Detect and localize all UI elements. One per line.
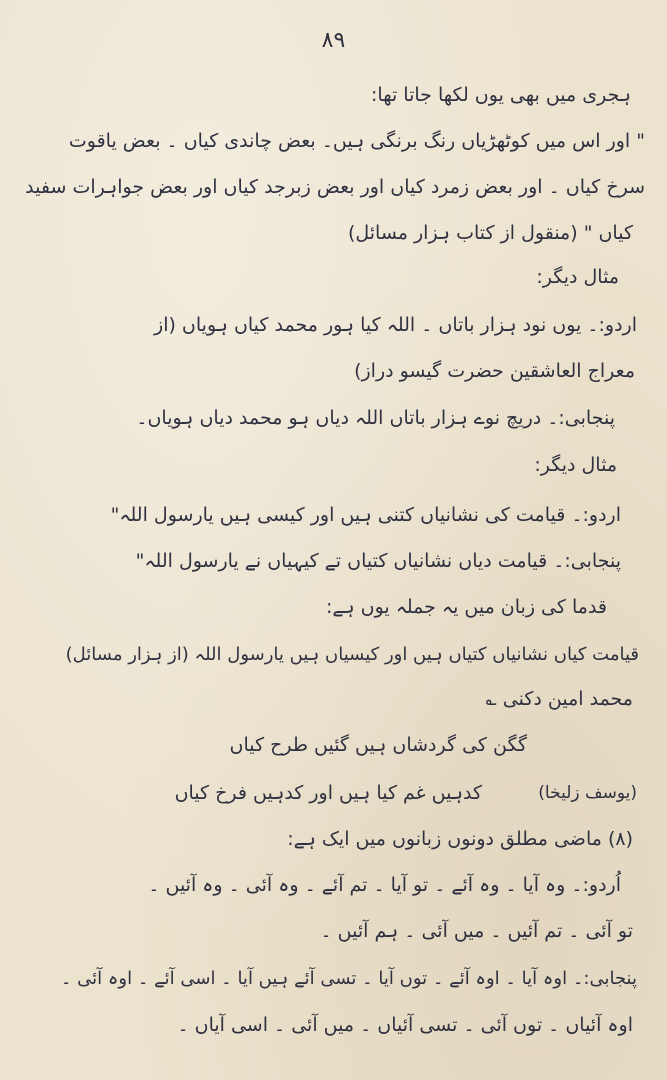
text-line-18: پنجابی:۔ اوہ آیا ۔ اوہ آئے ۔ توں آیا ۔ تسی آئے ہیں آیا ۔ اسی آئے ۔ اوہ آئی ۔ xyxy=(60,968,637,989)
text-line-3: سرخ کیاں ۔ اور بعض زمرد کیاں اور بعض زبرجد کیاں اور بعض جواہرات سفید xyxy=(25,176,645,198)
text-line-7: معراج العاشقین حضرت گیسو دراز) xyxy=(354,360,635,382)
text-line-8: پنجابی:۔ دریچ نوے ہزار باتاں اللہ دیاں ہو محمد دیاں ہویاں۔ xyxy=(136,407,615,429)
text-line-10: اردو:۔ قیامت کی نشانیاں کتنی ہیں اور کیسی ہیں یارسول اللہ" xyxy=(110,504,621,526)
text-line-11: پنجابی:۔ قیامت دیاں نشانیاں کتیاں تے کیہیاں نے یارسول اللہ" xyxy=(135,550,621,572)
page-number: ۸۹ xyxy=(321,28,346,53)
text-line-19: اوہ آئیاں ۔ توں آئی ۔ تسی آئیاں ۔ میں آئی ۔ اسی آیاں ۔ xyxy=(177,1014,633,1036)
text-line-17: تو آئی ۔ تم آئیں ۔ میں آئی ۔ ہم آئیں ۔ xyxy=(320,920,633,942)
text-line-2: " اور اس میں کوٹھڑیاں رنگ برنگی ہیں۔ بعض چاندی کیاں ۔ بعض یاقوت xyxy=(68,130,645,152)
text-line-5: مثال دیگر: xyxy=(536,266,619,288)
text-line-12: قدما کی زبان میں یہ جملہ یوں ہے: xyxy=(325,596,607,618)
text-line-1: ہجری میں بھی یوں لکھا جاتا تھا: xyxy=(371,84,631,106)
text-line-14: محمد امین دکنی ؎ xyxy=(485,688,633,710)
text-line-9: مثال دیگر: xyxy=(534,454,617,476)
text-line-16: اُردو:۔ وہ آیا ۔ وہ آئے ۔ تو آیا ۔ تم آئے ۔ وہ آئی ۔ وہ آئیں ۔ xyxy=(148,874,621,896)
text-line-13: قیامت کیاں نشانیاں کتیاں ہیں اور کیسیاں ہیں یارسول اللہ (از ہزار مسائل) xyxy=(65,644,639,665)
verse-attribution: (یوسف زلیخا) xyxy=(538,783,637,803)
verse-line-1: گگن کی گردشاں ہیں گئیں طرح کیاں xyxy=(229,734,527,756)
text-line-4: کیاں " (منقول از کتاب ہزار مسائل) xyxy=(347,222,633,244)
verse-line-2: کدہیں غم کیا ہیں اور کدہیں فرخ کیاں xyxy=(174,782,482,804)
text-line-6: اردو:۔ یوں نود ہزار باتاں ۔ اللہ کیا ہور محمد کیاں ہویاں (از xyxy=(154,314,637,336)
text-line-15: (۸) ماضی مطلق دونوں زبانوں میں ایک ہے: xyxy=(287,828,633,850)
